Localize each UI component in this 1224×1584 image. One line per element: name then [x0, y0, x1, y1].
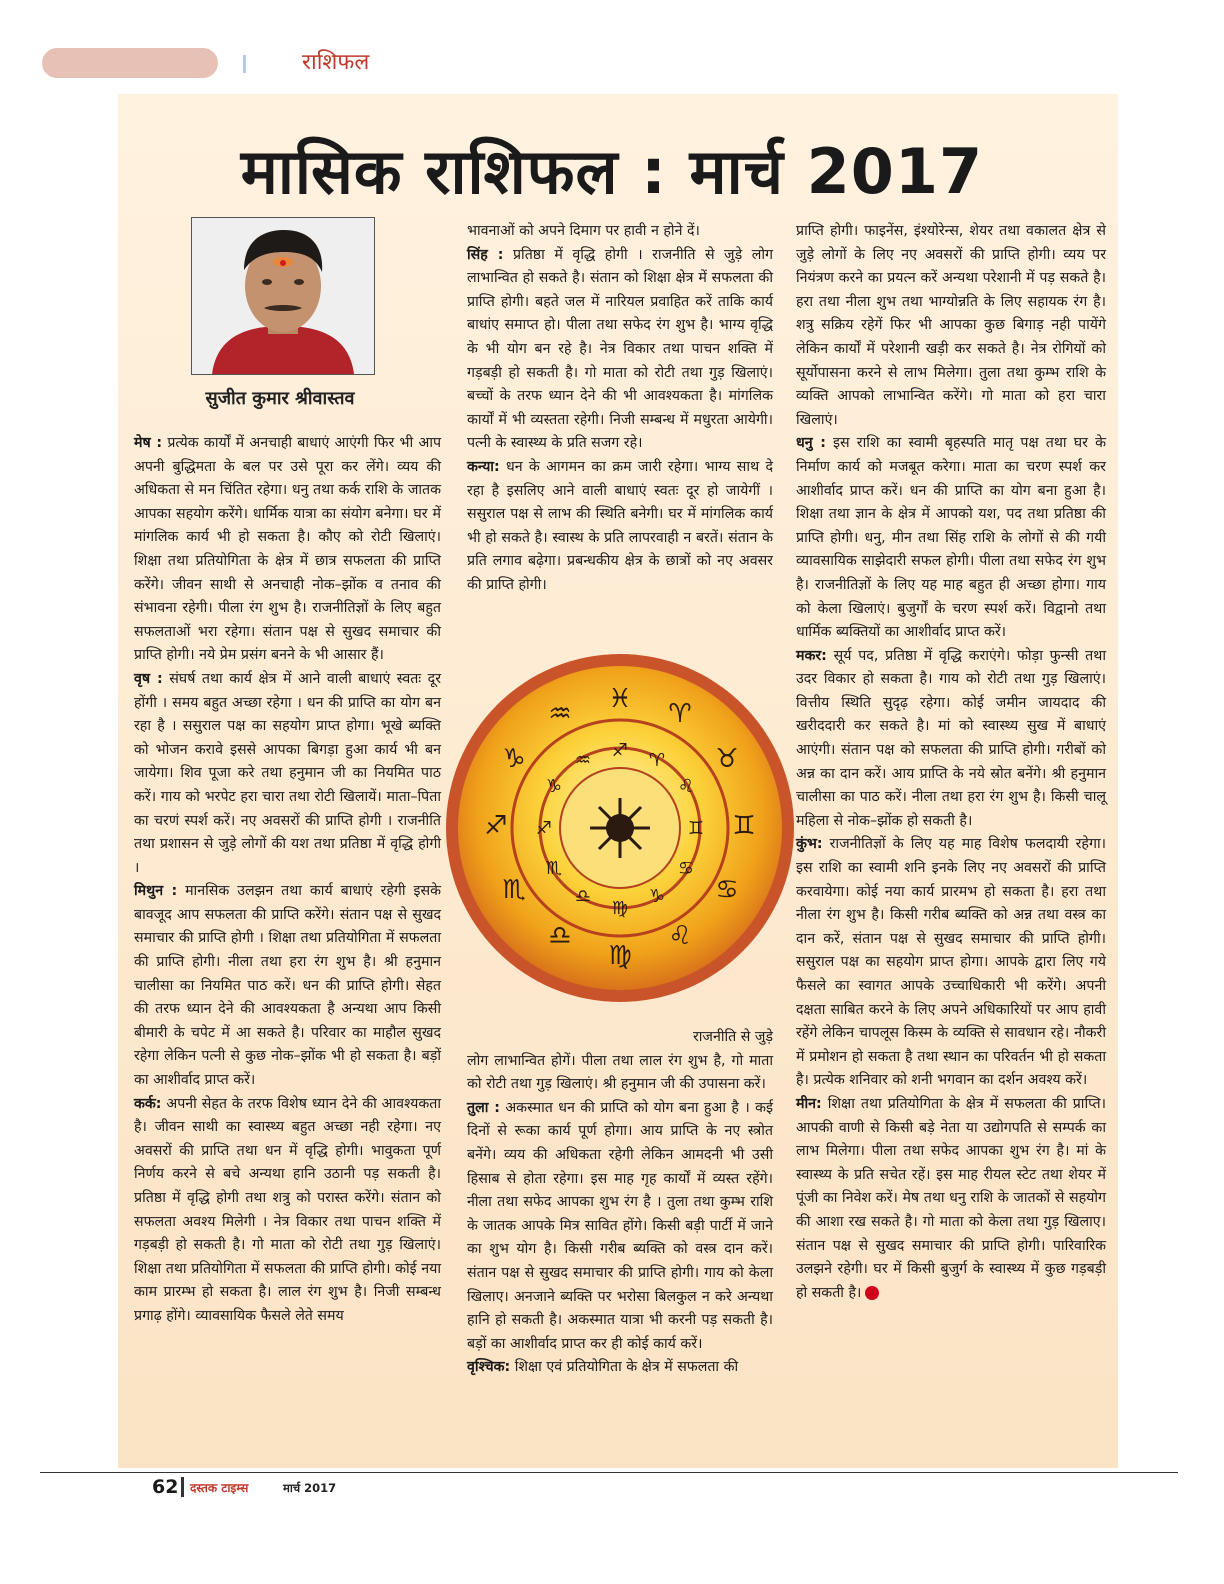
rashi-label: धनु :	[796, 435, 826, 452]
rashi-vrishchik	[467, 1356, 773, 1380]
rashi-label: मेष :	[134, 435, 163, 451]
svg-text:♊: ♊	[687, 818, 705, 839]
svg-text:♈: ♈	[668, 699, 692, 729]
footer-separator	[181, 1477, 184, 1497]
column-1	[134, 432, 441, 1329]
column-2-bottom	[467, 1026, 773, 1380]
rashi-text: धन के आगमन का क्रम जारी रहेगा। भाग्य साथ दे रहा है इसलिए आने वाली बाधाएं स्वतः दूर हो जायेगीं । ससुराल पक्ष से लाभ की स्थिति बनेगी। घर में मांगलिक कार्य भी हो सकते है। स्वास्थ के प्रति लापरवाही न बरतें। संतान के प्रति लगाव बढ़ेगा। प्रबन्धकीय क्षेत्र के छात्रों को नए अवसर की प्राप्ति होगी।	[467, 458, 773, 593]
zodiac-wheel-icon	[444, 652, 796, 1004]
svg-text:♋: ♋	[677, 858, 695, 879]
rashi-label: वृश्चिक:	[467, 1359, 511, 1376]
rashi-label: सिंह :	[467, 246, 504, 263]
rashi-label: तुला :	[467, 1099, 500, 1116]
continued-text: प्राप्ति होगी। फाइनेंस, इंश्योरेन्स, शेयर तथा वकालत क्षेत्र से जुड़े लोगों के लिए नए अवसरों की प्राप्ति होगी। व्यय पर नियंत्रण करने का प्रयत्न करें अन्यथा परेशानी में पड़ सकते है। हरा तथा नीला शुभ तथा भाग्योन्नति के लिए सहायक रंग है। शत्रु सक्रिय रहेगें फिर भी आपका कुछ बिगाड़ नही पायेंगे लेकिन कार्यों में परेशानी खड़ी कर सकते है। नेत्र रोगियों को सूर्योपासना करने से लाभ मिलेगा। तुला तथा कुम्भ राशि के व्यक्ति आपको लाभान्वित करेंगे। गो माता को हरा चारा खिलाएं।	[796, 223, 1106, 428]
svg-text:♎: ♎	[548, 921, 572, 951]
author-portrait-icon	[192, 218, 374, 374]
svg-text:♈: ♈	[648, 750, 666, 771]
rashi-singh	[467, 244, 773, 456]
rashi-text: अकस्मात धन की प्राप्ति को योग बना हुआ है । कई दिनों से रूका कार्य पूर्ण होगा। आय प्राप्ति के नए स्त्रोत बनेंगे। व्यय की अधिकता रहेगी लेकिन आमदनी भी उसी हिसाब से होता रहेगा। इस माह गृह कार्यों में व्यस्त रहेंगे। नीला तथा सफेद आपका शुभ रंग है । तुला तथा कुम्भ राशि के जातक आपके मित्र सावित होंगे। किसी बड़ी पार्टी में जाने का शुभ योग है। किसी गरीब ब्यक्ति को वस्त्र दान करें। संतान पक्ष से सुखद समाचार की प्राप्ति होगी। गाय को केला खिलाए। अनजाने ब्यक्ति पर भरोसा बिलकुल न करे अन्यथा हानि हो सकती है। अकस्मात यात्रा भी करनी पड़ सकती है। बड़ों का आशीर्वाद प्राप्त कर ही कोई कार्य करें।	[467, 1099, 773, 1352]
rashi-tula	[467, 1097, 773, 1357]
svg-text:♊: ♊	[732, 811, 756, 841]
rashi-text: शिक्षा तथा प्रतियोगिता के क्षेत्र में सफलता की प्राप्ति। आपकी वाणी से किसी बड़े नेता या उद्योगपति से सम्पर्क का लाभ मिलेगा। पीला तथा सफेद आपका शुभ रंग है। मां के स्वास्थ्य के प्रति सचेत रहें। इस माह रीयल स्टेट तथा शेयर में पूंजी का निवेश करें। मेष तथा धनु राशि के जातकों से सहयोग की आशा रख सकते है। गो माता को केला तथा गुड़ खिलाए। संतान पक्ष से सुखद समाचार की प्राप्ति होगी। पारिवारिक उलझने रहेगी। घर में किसी बुजुर्ग के स्वास्थ्य में कुछ गड़बड़ी हो सकती है।	[796, 1095, 1106, 1301]
section-label: राशिफल	[302, 50, 370, 75]
header-pill	[42, 48, 218, 78]
rashi-makar	[796, 645, 1106, 834]
svg-text:♏: ♏	[502, 875, 526, 905]
svg-text:♍: ♍	[611, 898, 629, 919]
page-number: 62	[152, 1476, 179, 1498]
rashi-text: इस राशि का स्वामी बृहस्पति मातृ पक्ष तथा घर के निर्माण कार्य को मजबूत करेगा। माता का चरण स्पर्श कर आशीर्वाद प्राप्त करें। धन की प्राप्ति का योग बना हुआ है। शिक्षा तथा ज्ञान के क्षेत्र में आपको यश, पद तथा प्रतिष्ठा की प्राप्ति होगी। धनु, मीन तथा सिंह राशि के लोगों से की गयी व्यावसायिक साझेदारी सफल होगी। पीला तथा सफेद रंग शुभ है। राजनीतिज्ञों के लिए यह माह बहुत ही अच्छा होगा। गाय को केला खिलाएं। बुजुर्गों के चरण स्पर्श करें। विद्वानो तथा धार्मिक ब्यक्तियों का आशीर्वाद प्राप्त करें।	[796, 435, 1107, 641]
svg-text:♍: ♍	[608, 941, 632, 971]
svg-text:♏: ♏	[545, 858, 563, 879]
rashi-kanya	[467, 456, 773, 598]
author-name: सुजीत कुमार श्रीवास्तव	[205, 388, 355, 409]
svg-text:♐: ♐	[611, 740, 629, 761]
svg-text:♐: ♐	[535, 818, 553, 839]
rashi-label: कर्क:	[134, 1095, 162, 1112]
continued-text: भावनाओं को अपने दिमाग पर हावी न होने दें।	[467, 223, 700, 239]
rashi-text: राजनीतिज्ञों के लिए यह माह विशेष फलदायी रहेगा। इस राशि का स्वामी शनि इनके लिए नए अवसरों की प्राप्ति करवायेगा। कोई नया कार्य प्रारमभ हो सकता है। हरा तथा नीला रंग शुभ है। किसी गरीब ब्यक्ति को अन्न तथा वस्त्र का दान करें, संतान पक्ष से सुखद समाचार की प्राप्ति होगी। ससुराल पक्ष का सहयोग प्राप्त होगा। आपके द्वारा लिए गये फैसले का स्वागत आपके उच्चाधिकारी भी करेंगे। अपनी दक्षता साबित करने के लिए अपने अधिकारियों पर आप हावी रहेंगे लेकिन चापलूस किस्म के व्यक्ति से सावधान रहे। नौकरी में प्रमोशन हो सकता है तथा स्थान का परिवर्तन भी हो सकता है। प्रत्येक शनिवार को शनी भगवान का दर्शन अवश्य करें।	[796, 836, 1106, 1089]
svg-text:♋: ♋	[715, 875, 739, 905]
header-separator	[243, 55, 246, 73]
svg-text:♒: ♒	[548, 699, 572, 729]
rashi-text: संघर्ष तथा कार्य क्षेत्र में आने वाली बाधाएं स्वतः दूर होंगी । समय बहुत अच्छा रहेगा । धन की प्राप्ति का योग बन रहा है । ससुराल पक्ष का सहयोग प्राप्त होगा। भूखे ब्यक्ति को भोजन करावे इससे आपका बिगड़ा हुआ कार्य भी बन जायेगा। शिव पूजा करे तथा हनुमान जी का नियमित पाठ करें। गाय को भरपेट हरा चारा तथा रोटी खिलायें। माता–पिता का चरणं स्पर्श करें। नए अवसरों की प्राप्ति होगी । राजनीति तथा प्रशासन से जुड़े लोगों की यश तथा प्रतिष्ठा में वृद्धि होगी ।	[134, 670, 442, 876]
rashi-label: मकर:	[796, 647, 827, 664]
rashi-kumbh	[796, 833, 1106, 1093]
column-2-top	[467, 220, 773, 598]
svg-text:♒: ♒	[574, 750, 592, 771]
rashi-mesh	[134, 432, 441, 668]
column-3	[796, 220, 1106, 1305]
issue-month: मार्च 2017	[283, 1481, 337, 1495]
rashi-label: मिथुन :	[134, 883, 178, 900]
rashi-label: कन्या:	[467, 458, 500, 475]
rashi-dhanu	[796, 432, 1106, 644]
rashi-text: मानसिक उलझन तथा कार्य बाधाएं रहेगी इसके बावजूद आप सफलता की प्राप्ति करेंगे। संतान पक्ष से सुखद समाचार की प्राप्ति होगी । शिक्षा तथा प्रतियोगिता में सफलता की प्राप्ति होगी। नीला तथा हरा रंग शुभ है। श्री हनुमान चालीसा का नियमित पाठ करें। धन की प्राप्ति होगी। सेहत की तरफ ध्यान देने की आवश्यकता है अन्यथा आप किसी बीमारी के चपेट में आ सकते है। परिवार का माहौल सुखद रहेगा लेकिन पत्नी से कुछ नोक–झोंक भी हो सकता है। बड़ों का आशीर्वाद प्राप्त करें।	[134, 883, 441, 1089]
rashi-text: सूर्य पद, प्रतिष्ठा में वृद्धि कराएंगे। फोड़ा फुन्सी तथा उदर विकार हो सकता है। गाय को रोटी तथा गुड़ खिलाएं। वित्तीय स्थिति सुदृढ़ रहेगा। कोई जमीन जायदाद की खरीददारी कर सकते है। मां को स्वास्थ्य सुख में बाधाएं आएंगी। संतान पक्ष को सफलता की प्राप्ति होगी। गरीबों को अन्न का दान करें। आय प्राप्ति के नये स्रोत बनेंगे। श्री हनुमान चालीसा का पाठ करें। नीला तथा हरा रंग शुभ है। किसी चालू महिला से नोक–झोंक हो सकती है।	[796, 647, 1107, 829]
continued-text: राजनीति से जुड़े	[692, 1029, 773, 1045]
svg-text:♑: ♑	[545, 776, 563, 797]
svg-text:♌: ♌	[677, 776, 695, 797]
svg-text:♓: ♓	[608, 684, 632, 714]
rashi-text: शिक्षा एवं प्रतियोगिता के क्षेत्र में सफलता की	[514, 1359, 739, 1376]
author-photo	[191, 217, 375, 375]
svg-text:♐: ♐	[484, 811, 508, 841]
rashi-label: कुंभ:	[796, 836, 823, 853]
magazine-logo: दस्तक टाइम्स	[190, 1481, 249, 1495]
svg-text:♉: ♉	[715, 744, 739, 774]
rashi-text: प्रत्येक कार्यों में अनचाही बाधाएं आएंगी फिर भी आप अपनी बुद्धिमता के बल पर उसे पूरा कर लेंगे। व्यय की अधिकता से मन चिंतित रहेगा। धनु तथा कर्क राशि के जातक आपका सहयोग करेंगे। धार्मिक यात्रा का संयोग बनेगा। घर में मांगलिक कार्य भी हो सकता है। कौए को रोटी खिलाएं। शिक्षा तथा प्रतियोगिता के क्षेत्र में छात्र सफलता की प्राप्ति करेंगे। जीवन साथी से अनचाही नोक–झोंक व तनाव की संभावना रहेगी। पीला रंग शुभ है। राजनीतिज्ञों के लिए बहुत सफलताओं भरा रहेगा। संतान पक्ष से सुखद समाचार की प्राप्ति होगी। नये प्रेम प्रसंग बनने के भी आसार हैं।	[134, 435, 442, 664]
footer-divider	[40, 1472, 1178, 1473]
svg-text:♌: ♌	[668, 921, 692, 951]
rashi-kark	[134, 1093, 441, 1329]
svg-text:♎: ♎	[574, 886, 592, 907]
continued-text: लोग लाभान्वित होगें। पीला तथा लाल रंग शुभ है, गो माता को रोटी तथा गुड़ खिलाएं। श्री हनुमान जी की उपासना करें।	[467, 1052, 773, 1093]
svg-text:♑: ♑	[648, 886, 666, 907]
svg-text:♑: ♑	[502, 744, 526, 774]
rashi-mithun	[134, 880, 441, 1092]
rashi-label: वृष :	[134, 670, 163, 687]
page-title: मासिक राशिफल : मार्च 2017	[240, 135, 984, 208]
rashi-meen	[796, 1093, 1106, 1305]
rashi-text: अपनी सेहत के तरफ विशेष ध्यान देने की आवश्यकता है। जीवन साथी का स्वास्थ्य बहुत अच्छा नही रहेगा। नए अवसरों की प्राप्ति तथा धन में वृद्धि होगी। भावुकता पूर्ण निर्णय करने से बचे अन्यथा हानि उठानी पड़ सकती है। प्रतिष्ठा में वृद्धि होगी तथा शत्रु को परास्त करेंगे। संतान को सफलता अवश्य मिलेगी । नेत्र विकार तथा पाचन शक्ति में गड़बड़ी हो सकती है। गो माता को रोटी तथा गुड़ खिलाएं। शिक्षा तथा प्रतियोगिता में सफलता की प्राप्ति होगी। कोई नया काम प्रारम्भ हो सकता है। लाल रंग शुभ है। निजी सम्बन्ध प्रगाढ़ होंगे। व्यावसायिक फैसले लेते समय	[134, 1095, 441, 1324]
end-dot-icon	[865, 1286, 879, 1300]
rashi-text: प्रतिष्ठा में वृद्धि होगी । राजनीति से जुड़े लोग लाभान्वित हो सकते है। संतान को शिक्षा क्षेत्र में सफलता की प्राप्ति होगी। बहते जल में नारियल प्रवाहित करें ताकि कार्य बाधांए समाप्त हो। पीला तथा सफेद रंग शुभ है। भाग्य वृद्धि के भी योग बन रहे है। नेत्र विकार तथा पाचन शक्ति में गड़बड़ी हो सकती है। गो माता को रोटी तथा गुड़ खिलाएं। बच्चों के तरफ ध्यान देने की भी आवश्यकता है। मांगलिक कार्यों में भी व्यस्तता रहेगी। निजी सम्बन्ध में मधुरता आयेगी। पत्नी के स्वास्थ्य के प्रति सजग रहे।	[467, 246, 773, 452]
rashi-vrish	[134, 668, 441, 880]
rashi-label: मीन:	[796, 1095, 822, 1112]
